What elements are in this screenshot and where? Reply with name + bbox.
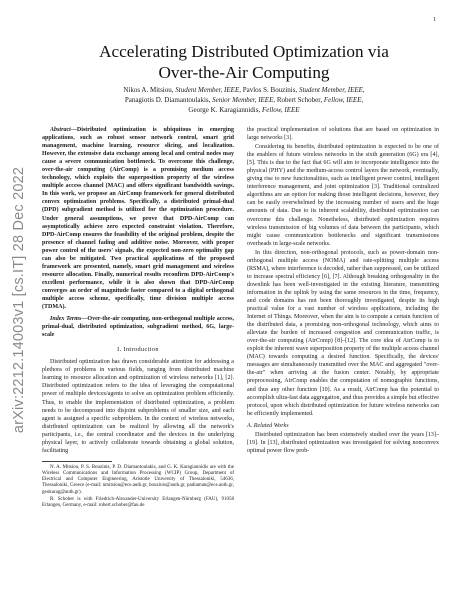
author-list [44, 85, 444, 115]
index-terms-label: Index Terms [50, 316, 82, 323]
footnote-divider [42, 461, 112, 462]
section-heading-introduction: I. Introduction [117, 346, 159, 354]
arxiv-identifier[interactable]: arXiv:2212.14003v1 [cs.IT] 28 Dec 2022 [11, 166, 27, 434]
intro-paragraph-3: In this direction, non-orthogonal protocols, such as power-domain non-orthogonal multiple access (NOMA) and rate-splitting multiple access (RSMA), where interference is decoded, rather than suppressed, can be utilized to increase spectral efficiency [6], [7]. Although breaking orthogonality in the downlink has been well-investigated in the existing literature, transmitting information in the uplink by using the same resources in the time, frequency, and code domains has not been thoroughly investigated, despite its high practical value for a vast number of wireless applications, including the Internet of Things. Moreover, when the aim is to compute a certain function of the distributed data, a promising non-orthogonal technology, which aims to alleviate the burden of increased congestion and communication traffic, is over-the-air computing (AirComp) [8]–[12]. The core idea of AirComp is to exploit the inherent wave superposition property of the multiple access channel (MAC) towards computing a desired function. Specifically, the devices' messages are simultaneously transmitted over the MAC and aggregated "over-the-air" when arriving at the fusion center. Notably, by appropriate preprocessing, AirComp enables the computation of nomographic functions, and thus any other function [10]. As a result, AirComp has the potential to accomplish ultra-fast data aggregation, and thus provides a simple but effective protocol, upon which distributed optimization for future wireless networks can be efficiently implemented. [247, 249, 439, 417]
footnote-affiliation-1: N. A. Mitsiou, P. S. Bouzinis, P. D. Diamantoulakis, and G. K. Karagiannidis are with the Wireless Communications and Information Processing (WCIP) Group, Department of Electrical and Computer Engineering, Aristotle University of Thessaloniki, 54636, Thessaloniki, Greece (e-mail: nmitsiou@ece.auth.gr, bouzinis@auth.gr, padiaman@ece.auth.gr, geokarag@auth.gr). [42, 464, 234, 495]
abstract-label: Abstract [50, 127, 71, 133]
left-column [42, 126, 234, 510]
index-terms-text: —Over-the-air computing, non-orthogonal multiple access, primal-dual, distributed optimization, subgradient method, 6G, large-scale [42, 316, 234, 339]
related-works-paragraph: Distributed optimization has been extensively studied over the years [13]–[19]. In [13], distributed optimization was investigated for solving nonconvex optimal power flow prob- [247, 431, 439, 454]
author-line-1: Nikos A. Mitsiou, Student Member, IEEE, Pavlos S. Bouzinis, Student Member, IEEE, [123, 86, 365, 94]
arxiv-watermark [6, 120, 32, 480]
footnote-affiliation-2: R. Schober is with Friedrich-Alexander-University Erlangen-Nürnberg (FAU), 91058 Erlangen, Germany, e-mail: robert.schober@fau.de [42, 496, 234, 509]
title-line-2: Over-the-Air Computing [158, 63, 330, 82]
subsection-heading-related-works: A. Related Works [247, 422, 289, 429]
abstract-text: —Distributed optimization is ubiquitous in emerging applications, such as robust sensor network control, smart grid management, machine learning, resource slicing, and localization. However, the extensive data exchange among local and central nodes may cause a severe communication bottleneck. To overcome this challenge, over-the-air computing (AirComp) is a promising medium access technology, which exploits the superposition property of the wireless multiple access channel (MAC) and offers significant bandwidth savings. In this work, we propose an AirComp framework for general distributed convex optimization problems. Specifically, a distributed primal-dual (DPD) subgradient method is utilized for the optimization procedure. Under general assumptions, we prove that DPD-AirComp can asymptotically achieve zero expected constraint violation. Therefore, DPD-AirComp ensures the feasibility of the original problem, despite the presence of channel fading and additive noise. Moreover, with proper power control of the users' signals, the expected non-zero optimality gap can also be mitigated. Two practical applications of the proposed framework are presented, namely, smart grid management and wireless resource allocation. Finally, numerical results reconfirm DPD-AirComp's excellent performance, while it is also shown that DPD-AirComp converges an order of magnitude faster compared to a digital orthogonal multiple access scheme, specifically, time division multiple access (TDMA). [42, 127, 234, 311]
author-line-3: George K. Karagiannidis, Fellow, IEEE [188, 106, 300, 114]
intro-paragraph-continued: the practical implementation of solutions that are based on optimization in large networks [3]. [247, 127, 439, 142]
author-line-2: Panagiotis D. Diamantoulakis, Senior Member, IEEE, Robert Schober, Fellow, IEEE, [124, 96, 364, 104]
intro-paragraph-2: Considering its benefits, distributed optimization is expected to be one of the enablers of future wireless networks in the sixth generation (6G) era [4], [5]. This is due to the fact that 6G will aim to incorporate intelligence into the physical (PHY) and the medium-access control layers the network, eventually, giving rise to new functionalities, such as intelligent power control, intelligent interference management, and joint optimization [3]. Traditional centralized algorithms are an option for making those intelligent decisions, however, they can be easily overwhelmed by the increasing number of users and the huge amounts of data. Due to its inherent scalability, distributed optimization can overcome this challenge. Nonetheless, distributed optimization requires wireless transmission of big volumes of data between the participants, which might cause communication bottlenecks and significant transmissions overheads in large-scale networks. [247, 144, 439, 247]
page-number: 1 [433, 17, 436, 23]
abstract [42, 126, 234, 311]
right-column [247, 126, 439, 456]
intro-paragraph-1: Distributed optimization has drawn considerable attention for addressing a plethora of problems in various fields, ranging from distributed machine learning to resource allocation and optimization of wireless networks [1], [2]. Distributed optimization refers to the idea of leveraging the computational power of multiple devices/agents to solve an optimization problem efficiently. Thus, to enable the implementation of distributed optimization, a problem needs to be decomposed into disjoint subproblems of smaller size, and each agent is assigned a specific subproblem. In the context of wireless networks, distributed optimization can be realized by allowing all the network's participants, i.e., the central coordinator and the devices in the underlying physical layer, to actively collaborate towards obtaining a global solution, facilitating [42, 359, 234, 454]
index-terms [42, 315, 234, 339]
paper-title [44, 41, 444, 83]
title-line-1: Accelerating Distributed Optimization via [99, 42, 389, 61]
